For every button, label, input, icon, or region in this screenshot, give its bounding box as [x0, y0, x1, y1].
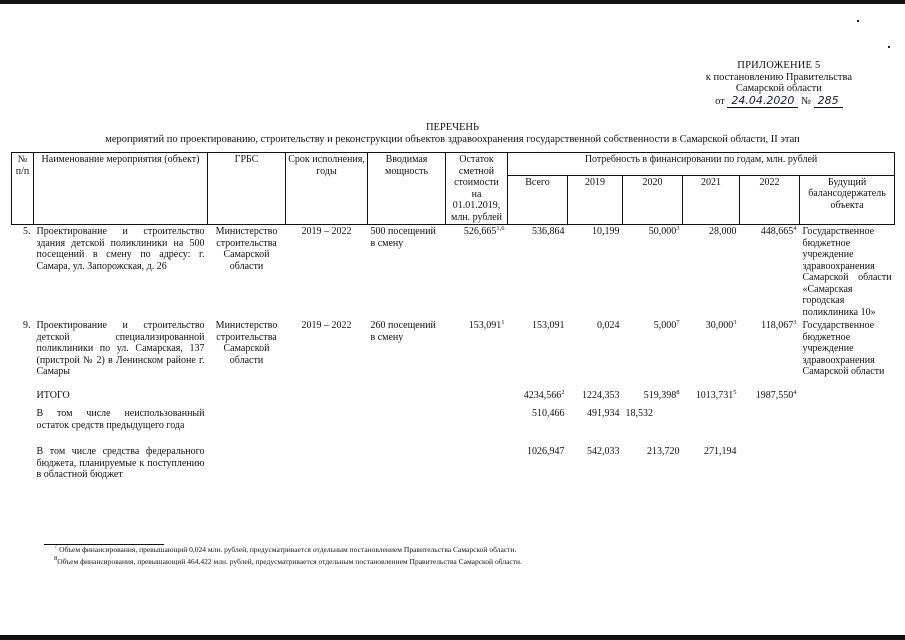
- scan-bottom-border: [0, 635, 905, 640]
- footnote-ref: 2: [561, 389, 565, 396]
- row-total: 153,091: [532, 320, 565, 331]
- row-grbs: Министерство строительства Самарской области: [215, 226, 278, 272]
- footnote-ref: 3: [793, 319, 797, 326]
- row-holder: Государственное бюджетное учреждение здравоохранения Самарской области «Самарская городская поликлиника 10»: [802, 226, 892, 318]
- row-2020: [623, 225, 683, 320]
- row-2021-value: 30,000: [705, 320, 734, 331]
- federal-label: В том числе средства федерального бюджета, планируемые к поступлению в областной бюджет: [36, 446, 205, 480]
- header-name: Наименование мероприятия (объект): [34, 153, 208, 225]
- appendix-line2: Самарской области: [735, 83, 822, 94]
- itogo-2021-value: 1013,731: [695, 390, 734, 401]
- row-balance: [446, 225, 508, 320]
- row-2022-value: 118,067: [761, 320, 794, 331]
- itogo-total: [508, 389, 568, 407]
- unused-total: 510,466: [532, 408, 565, 419]
- measures-table: [11, 152, 895, 485]
- footnote-ref: 5: [733, 389, 737, 396]
- federal-total: 1026,947: [527, 446, 565, 457]
- row-2022: [740, 319, 800, 389]
- header-need: Потребность в финансировании по годам, млн. рублей: [508, 153, 895, 176]
- row-2021: [683, 319, 740, 389]
- federal-2020: 213,720: [647, 446, 680, 457]
- document-title: ПЕРЕЧЕНЬ: [425, 122, 480, 133]
- row-2020-value: 50,000: [648, 226, 677, 237]
- appendix-line1: к постановлению Правительства: [705, 71, 852, 83]
- row-2020: [623, 319, 683, 389]
- footnote-ref: 3: [676, 225, 680, 232]
- itogo-2020: [623, 389, 683, 407]
- table-row: [12, 225, 895, 320]
- federal-row: [12, 445, 895, 485]
- itogo-row: [12, 389, 895, 407]
- federal-2019: 542,033: [587, 446, 620, 457]
- handwritten-date: 24.04.2020: [727, 94, 798, 108]
- scan-top-border: [0, 0, 905, 4]
- header-2022: 2022: [740, 175, 800, 224]
- row-balance-value: 526,665: [463, 226, 497, 237]
- document-subtitle: мероприятий по проектированию, строительству и реконструкции объектов здравоохранения государственной собственности в Самарской области, II этап: [105, 134, 800, 145]
- unused-2020: 18,532: [625, 408, 653, 419]
- header-2020: 2020: [623, 175, 683, 224]
- footnote-ref: 4: [793, 389, 797, 396]
- header-grbs: ГРБС: [208, 153, 286, 225]
- header-balance: Остаток сметной стоимости на 01.01.2019, млн. рублей: [446, 153, 508, 225]
- row-term: 2019 – 2022: [301, 226, 352, 237]
- row-balance-value: 153,091: [468, 320, 502, 331]
- handwritten-number: 285: [814, 94, 843, 108]
- itogo-2021: [683, 389, 740, 407]
- row-num: 9.: [23, 320, 31, 331]
- footnote-mark: 7: [54, 543, 58, 550]
- row-capacity: 260 посещений в смену: [370, 320, 436, 343]
- row-grbs: Министерство строительства Самарской области: [215, 320, 278, 366]
- itogo-label: ИТОГО: [36, 390, 70, 401]
- federal-2021: 271,194: [704, 446, 737, 457]
- appendix-date-line: [706, 95, 852, 108]
- date-prefix: от: [715, 95, 725, 107]
- footnote-text: Объем финансирования, превышающий 0,024 млн. рублей, предусматривается отдельным постановлением Правительства Самарской области.: [59, 545, 517, 554]
- row-balance: [446, 319, 508, 389]
- row-total: 536,864: [532, 226, 565, 237]
- footnote-ref: 8: [676, 389, 680, 396]
- table-row: [12, 319, 895, 389]
- footnote-mark: 8: [54, 555, 58, 562]
- row-2022: [740, 225, 800, 320]
- itogo-2019: 1224,353: [582, 390, 620, 401]
- unused-label: В том числе неиспользованный остаток средств предыдущего года: [36, 408, 205, 431]
- scan-speck: [857, 20, 859, 22]
- footnote-8: [54, 557, 522, 566]
- row-name: Проектирование и строительство здания детской поликлиники на 500 посещений в смену по адресу: г. Самара, ул. Запорожская, д. 26: [36, 226, 205, 272]
- appendix-title: ПРИЛОЖЕНИЕ 5: [737, 60, 821, 71]
- row-num: 5.: [23, 226, 31, 237]
- appendix-block: [706, 60, 852, 107]
- header-2021: 2021: [683, 175, 740, 224]
- footnote-ref: 3: [733, 319, 737, 326]
- itogo-total-value: 4234,566: [523, 390, 562, 401]
- unused-2019: 491,934: [587, 408, 620, 419]
- header-num: № п/п: [12, 153, 34, 225]
- row-name: Проектирование и строительство детской специализированной поликлиники по ул. Самарская, 137 (пристрой № 2) в Ленинском районе г. Самары: [36, 320, 205, 377]
- scan-speck: [888, 46, 890, 48]
- row-capacity: 500 посещений в смену: [370, 226, 436, 249]
- footnote-ref: 4: [793, 225, 797, 232]
- header-capacity: Вводимая мощность: [368, 153, 446, 225]
- itogo-2022: [740, 389, 800, 407]
- row-2019: 10,199: [592, 226, 620, 237]
- footnote-ref: 7: [676, 319, 680, 326]
- row-term: 2019 – 2022: [301, 320, 352, 331]
- header-holder: Будущий балансодержатель объекта: [800, 175, 895, 224]
- footnote-text: Объем финансирования, превышающий 464,422 млн. рублей, предусматривается отдельным постановлением Правительства Самарской области.: [57, 557, 522, 566]
- footnote-ref: 1: [501, 319, 505, 326]
- itogo-2022-value: 1987,550: [755, 390, 794, 401]
- row-2019: 0,024: [597, 320, 620, 331]
- header-total: Всего: [508, 175, 568, 224]
- row-2021: 28,000: [709, 226, 737, 237]
- row-2022-value: 448,665: [760, 226, 794, 237]
- header-term: Срок исполнения, годы: [286, 153, 368, 225]
- footnote-ref: 1,6: [496, 225, 505, 232]
- row-2020-value: 5,000: [653, 320, 677, 331]
- number-prefix: №: [801, 95, 812, 107]
- row-holder: Государственное бюджетное учреждение здравоохранения Самарской области: [802, 320, 885, 377]
- unused-row: [12, 407, 895, 445]
- footnote-7: [54, 545, 516, 554]
- header-2019: 2019: [568, 175, 623, 224]
- itogo-2020-value: 519,398: [643, 390, 677, 401]
